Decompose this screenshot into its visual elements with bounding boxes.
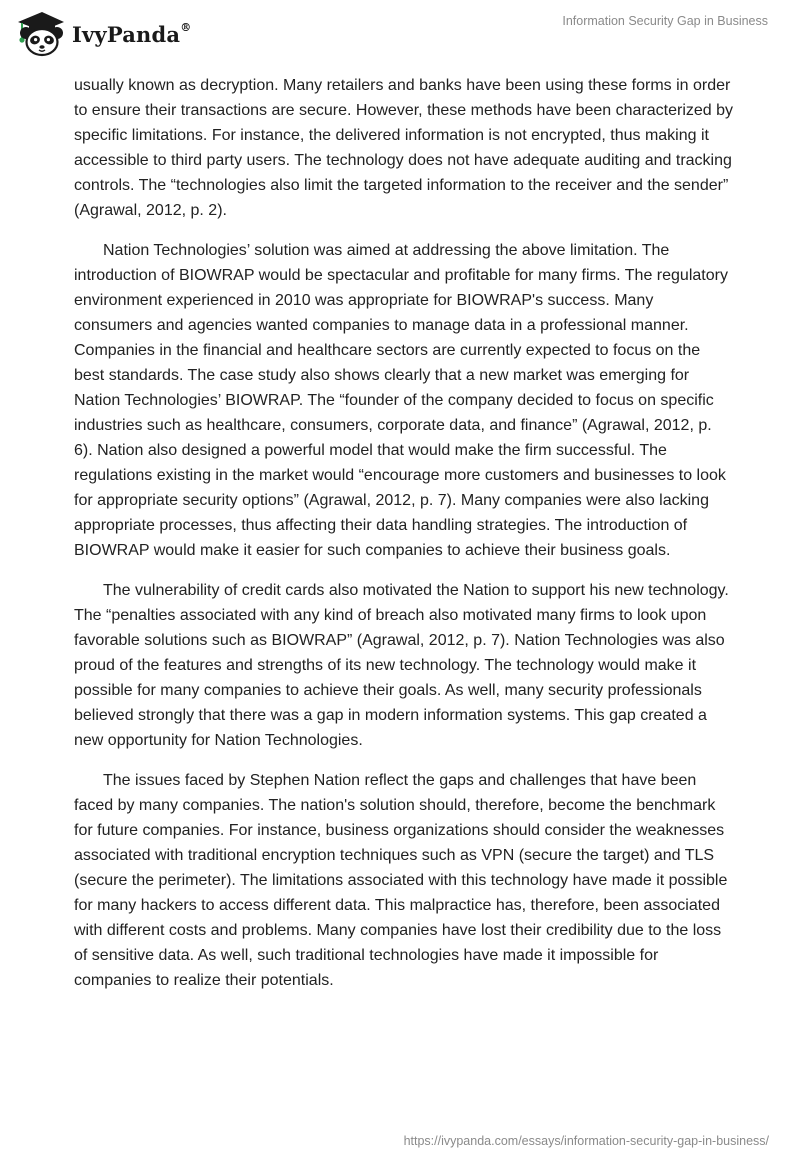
paragraph: The issues faced by Stephen Nation reflect the gaps and challenges that have been faced by many companies. The nation's solution should, therefore, become the benchmark for future companies. For instance, business organizations should consider the weaknesses associated with traditional encryption techniques such as VPN (secure the target) and TLS (secure the perimeter). The limitations associated with this technology have made it possible for many hackers to access different data. This malpractice has, therefore, been associated with different costs and problems. Many companies have lost their credibility due to the loss of sensitive data. As well, such traditional technologies have made it impossible for companies to realize their potentials. [74,772,728,989]
source-url-link[interactable]: https://ivypanda.com/essays/information-security-gap-in-business/ [403,1134,769,1148]
brand-name: IvyPanda® [72,20,192,47]
panda-graduate-icon [14,9,66,57]
brand-logo[interactable] [14,8,191,58]
essay-body [74,73,734,1008]
paragraph: Nation Technologies’ solution was aimed at addressing the above limitation. The introduction of BIOWRAP would be spectacular and profitable for many firms. The regulatory environment experienced in 2010 was appropriate for BIOWRAP's success. Many consumers and agencies wanted companies to manage data in a professional manner. Companies in the financial and healthcare sectors are currently expected to focus on the best standards. The case study also shows clearly that a new market was emerging for Nation Technologies’ BIOWRAP. The “founder of the company decided to focus on specific industries such as healthcare, consumers, corporate data, and finance” (Agrawal, 2012, p. 6). Nation also designed a powerful model that would make the firm successful. The regulations existing in the market would “encourage more customers and businesses to look for appropriate security options” (Agrawal, 2012, p. 7). Many companies were also lacking appropriate processes, thus affecting their data handling strategies. The introduction of BIOWRAP would make it easier for such companies to achieve their business goals. [74,242,728,559]
page-header [0,0,800,66]
document-title: Information Security Gap in Business [562,14,768,28]
paragraph: The vulnerability of credit cards also motivated the Nation to support his new technology. The “penalties associated with any kind of breach also motivated many firms to look upon favorable solutions such as BIOWRAP” (Agrawal, 2012, p. 7). Nation Technologies was also proud of the features and strengths of its new technology. The technology would make it possible for many companies to achieve their goals. As well, many security professionals believed strongly that there was a gap in modern information systems. This gap created a new opportunity for Nation Technologies. [74,582,729,749]
paragraph: usually known as decryption. Many retailers and banks have been using these forms in order to ensure their transactions are secure. However, these methods have been characterized by specific limitations. For instance, the delivered information is not encrypted, thus making it accessible to third party users. The technology does not have adequate auditing and tracking controls. The “technologies also limit the targeted information to the receiver and the sender” (Agrawal, 2012, p. 2). [74,77,734,219]
